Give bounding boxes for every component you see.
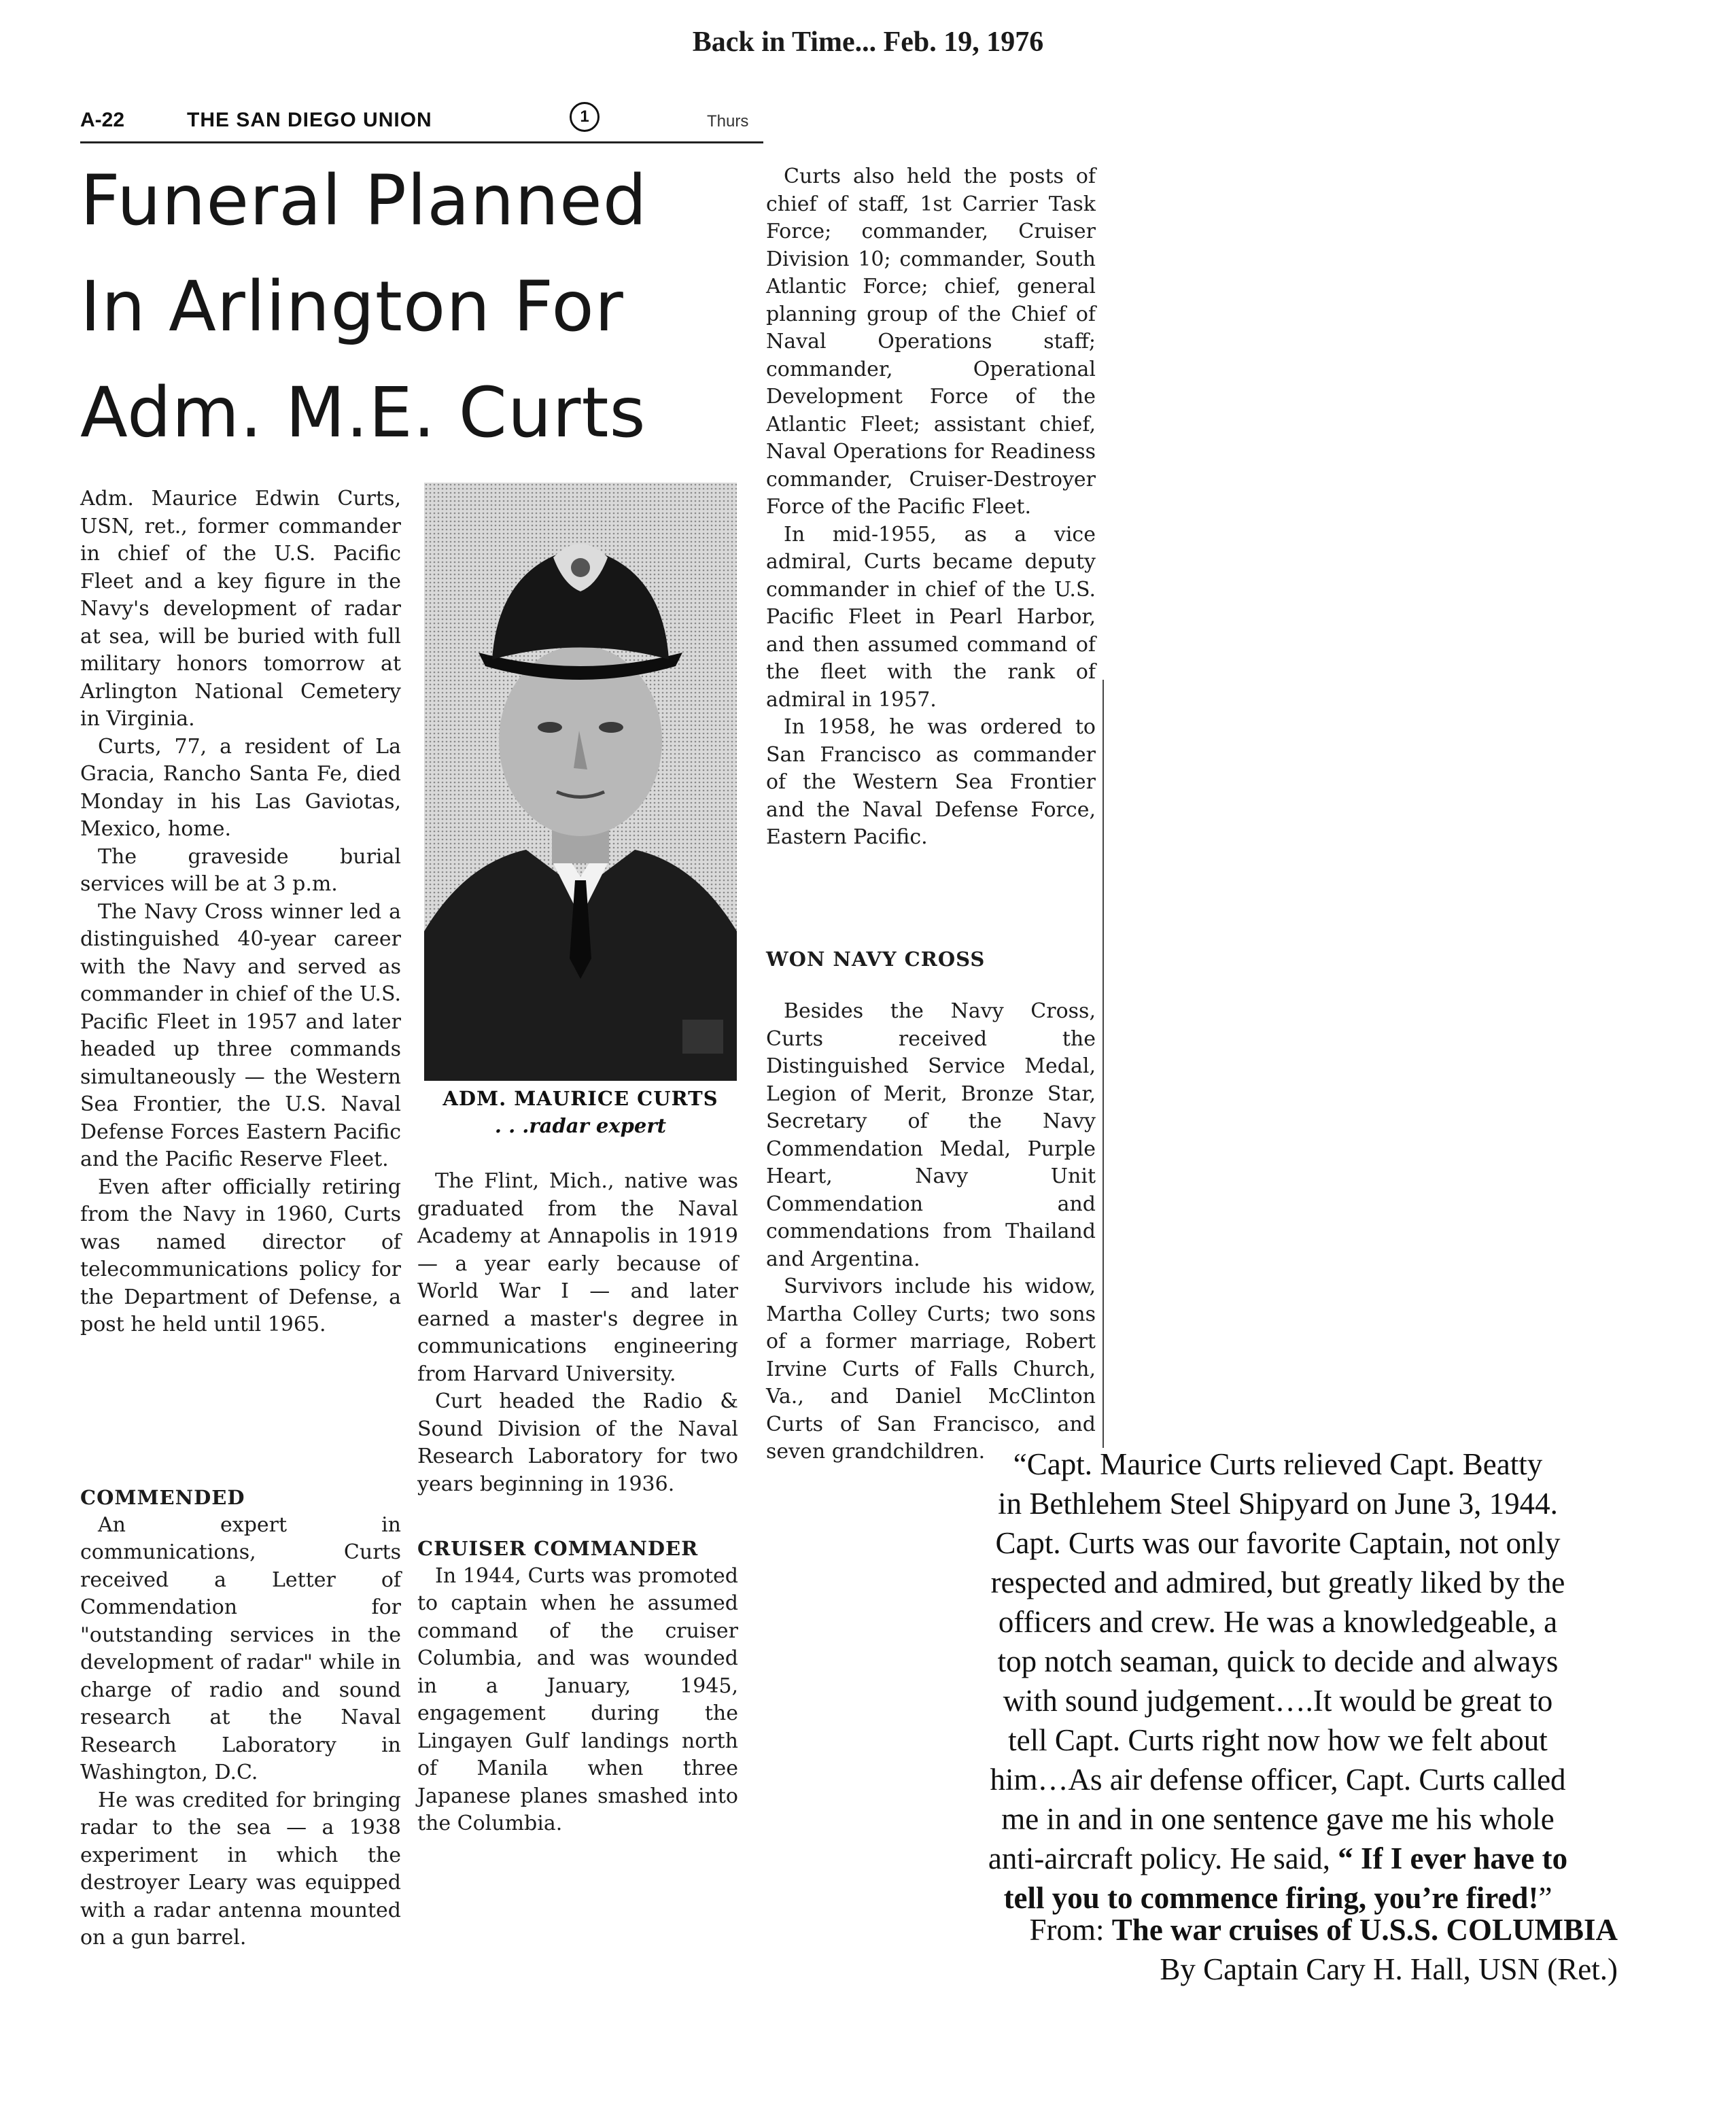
article-column-3-subhead	[766, 946, 1096, 973]
headline-line: In Arlington For	[80, 266, 624, 347]
quote-line: respected and admired, but greatly liked by the	[990, 1565, 1565, 1599]
article-column-2	[417, 1168, 738, 1498]
source-title: The war cruises of U.S.S. COLUMBIA	[1111, 1913, 1618, 1947]
caption-role: . . .radar expert	[494, 1114, 667, 1137]
edition-mark: 1	[570, 102, 600, 132]
crew-quote	[938, 1444, 1618, 1918]
quote-line: with sound judgement….It would be great to	[1003, 1684, 1553, 1718]
quote-text: ”	[1538, 1881, 1552, 1915]
quote-line: top notch seaman, quick to decide and always	[997, 1644, 1559, 1678]
column-rule	[1103, 680, 1104, 1448]
paragraph: In 1958, he was ordered to San Francisco as commander of the Western Sea Frontier and the Naval Defense Force, Eastern Pacific.	[766, 715, 1096, 849]
paragraph: Adm. Maurice Edwin Curts, USN, ret., former commander in chief of the U.S. Pacific Fleet and a key figure in the Navy's development of radar at sea, will be buried with full military honors tomorrow at Arlington National Cemetery in Virginia.	[80, 487, 401, 731]
source-author: By Captain Cary H. Hall, USN (Ret.)	[1160, 1952, 1618, 1986]
quote-line: me in and in one sentence gave me his whole	[1001, 1802, 1555, 1836]
source-line	[897, 1910, 1618, 1950]
page-folio: A-22	[80, 109, 125, 131]
section-subhead: COMMENDED	[80, 1486, 245, 1509]
article-column-1-continued	[80, 1484, 401, 1952]
paragraph: The Navy Cross winner led a distinguished 40-year career with the Navy and served as commander in chief of the U.S. Pacific Fleet in 1957 and later headed up three commands simultaneously — the Western Sea Frontier, the U.S. Naval Defense Forces Eastern Pacific and the Pacific Reserve Fleet.	[80, 899, 401, 1171]
article-column-3	[766, 163, 1096, 852]
headline-line: Adm. M.E. Curts	[80, 373, 646, 453]
paragraph: The Flint, Mich., native was graduated from the Naval Academy at Annapolis in 1919 — a year early because of World War I — and later earned a master's degree in communications engineering from Harvard University.	[417, 1169, 738, 1386]
paragraph: Curt headed the Radio & Sound Division of the Naval Research Laboratory for two years beginning in 1936.	[417, 1389, 738, 1496]
paragraph: Curts, 77, a resident of La Gracia, Rancho Santa Fe, died Monday in his Las Gaviotas, Mexico, home.	[80, 734, 401, 841]
paragraph: Curts also held the posts of chief of staff, 1st Carrier Task Force; commander, Cruiser Division 10; commander, South Atlantic Force; chief, general planning group of the Chief of Naval Operations staff; commander, Operational Development Force of the Atlantic Fleet; assistant chief, Naval Operations for Readiness commander, Cruiser-Destroyer Force of the Pacific Fleet.	[766, 165, 1096, 519]
headline-line: Funeral Planned	[80, 160, 648, 241]
masthead-rule	[80, 141, 763, 143]
quote-source	[897, 1910, 1618, 1989]
quote-line: officers and crew. He was a knowledgeable, a	[998, 1605, 1558, 1639]
admiral-portrait-photo	[424, 483, 737, 1081]
quote-text: anti-aircraft policy. He said,	[988, 1841, 1338, 1875]
paragraph: Survivors include his widow, Martha Colley Curts; two sons of a former marriage, Robert Irvine Curts of Falls Church, Va., and Daniel McClinton Curts of San Francisco, and seven grandchildren.	[766, 1275, 1096, 1464]
quote-line: tell Capt. Curts right now how we felt about	[1008, 1723, 1548, 1757]
paragraph: Even after officially retiring from the Navy in 1960, Curts was named director of telecommunications policy for the Department of Defense, a post he held until 1965.	[80, 1175, 401, 1336]
article-column-3-continued	[766, 998, 1096, 1466]
paragraph: In mid-1955, as a vice admiral, Curts became deputy commander in chief of the U.S. Pacific Fleet in Pearl Harbor, and then assumed command of the fleet with the rank of admiral in 1957.	[766, 522, 1096, 712]
quote-line: Capt. Curts was our favorite Captain, not only	[995, 1526, 1561, 1560]
page-banner: Back in Time... Feb. 19, 1976	[692, 27, 1044, 58]
section-subhead: WON NAVY CROSS	[766, 948, 986, 971]
article-column-2-continued	[417, 1535, 738, 1838]
photo-caption	[417, 1085, 744, 1139]
article-headline	[80, 148, 760, 466]
quote-line: him…As air defense officer, Capt. Curts called	[990, 1763, 1566, 1797]
paragraph: Besides the Navy Cross, Curts received the Distinguished Service Medal, Legion of Merit, Bronze Star, Secretary of the Navy Commendation Medal, Purple Heart, Navy Unit Commendation and commendations from Thailand and Argentina.	[766, 999, 1096, 1271]
paragraph: In 1944, Curts was promoted to captain when he assumed command of the cruiser Columbia, and was wounded in a January, 1945, engagement during the Lingayen Gulf landings north of Manila when three Japanese planes smashed into the Columbia.	[417, 1563, 738, 1835]
quote-line: “Capt. Maurice Curts relieved Capt. Beatty	[1013, 1447, 1543, 1481]
portrait-illustration	[424, 483, 737, 1081]
paragraph: He was credited for bringing radar to the sea — a 1938 experiment in which the destroyer Leary was equipped with a radar antenna mounted on a gun barrel.	[80, 1788, 401, 1950]
quote-line	[938, 1839, 1618, 1878]
quote-emphasis: “ If I ever have to	[1338, 1841, 1568, 1875]
source-prefix: From:	[1029, 1913, 1112, 1947]
paragraph: The graveside burial services will be at 3 p.m.	[80, 844, 401, 896]
caption-name: ADM. MAURICE CURTS	[442, 1087, 718, 1110]
weekday-label: Thurs	[707, 112, 749, 131]
quote-line: in Bethlehem Steel Shipyard on June 3, 1944.	[998, 1487, 1558, 1521]
article-column-1	[80, 485, 401, 1339]
newspaper-name: THE SAN DIEGO UNION	[187, 109, 432, 131]
section-subhead: CRUISER COMMANDER	[417, 1537, 699, 1560]
quote-emphasis: tell you to commence firing, you’re fired!	[1003, 1881, 1539, 1915]
paragraph: An expert in communications, Curts received a Letter of Commendation for "outstanding services in the development of radar" while in charge of radio and sound research at the Naval Research Laboratory in Washington, D.C.	[80, 1512, 401, 1784]
